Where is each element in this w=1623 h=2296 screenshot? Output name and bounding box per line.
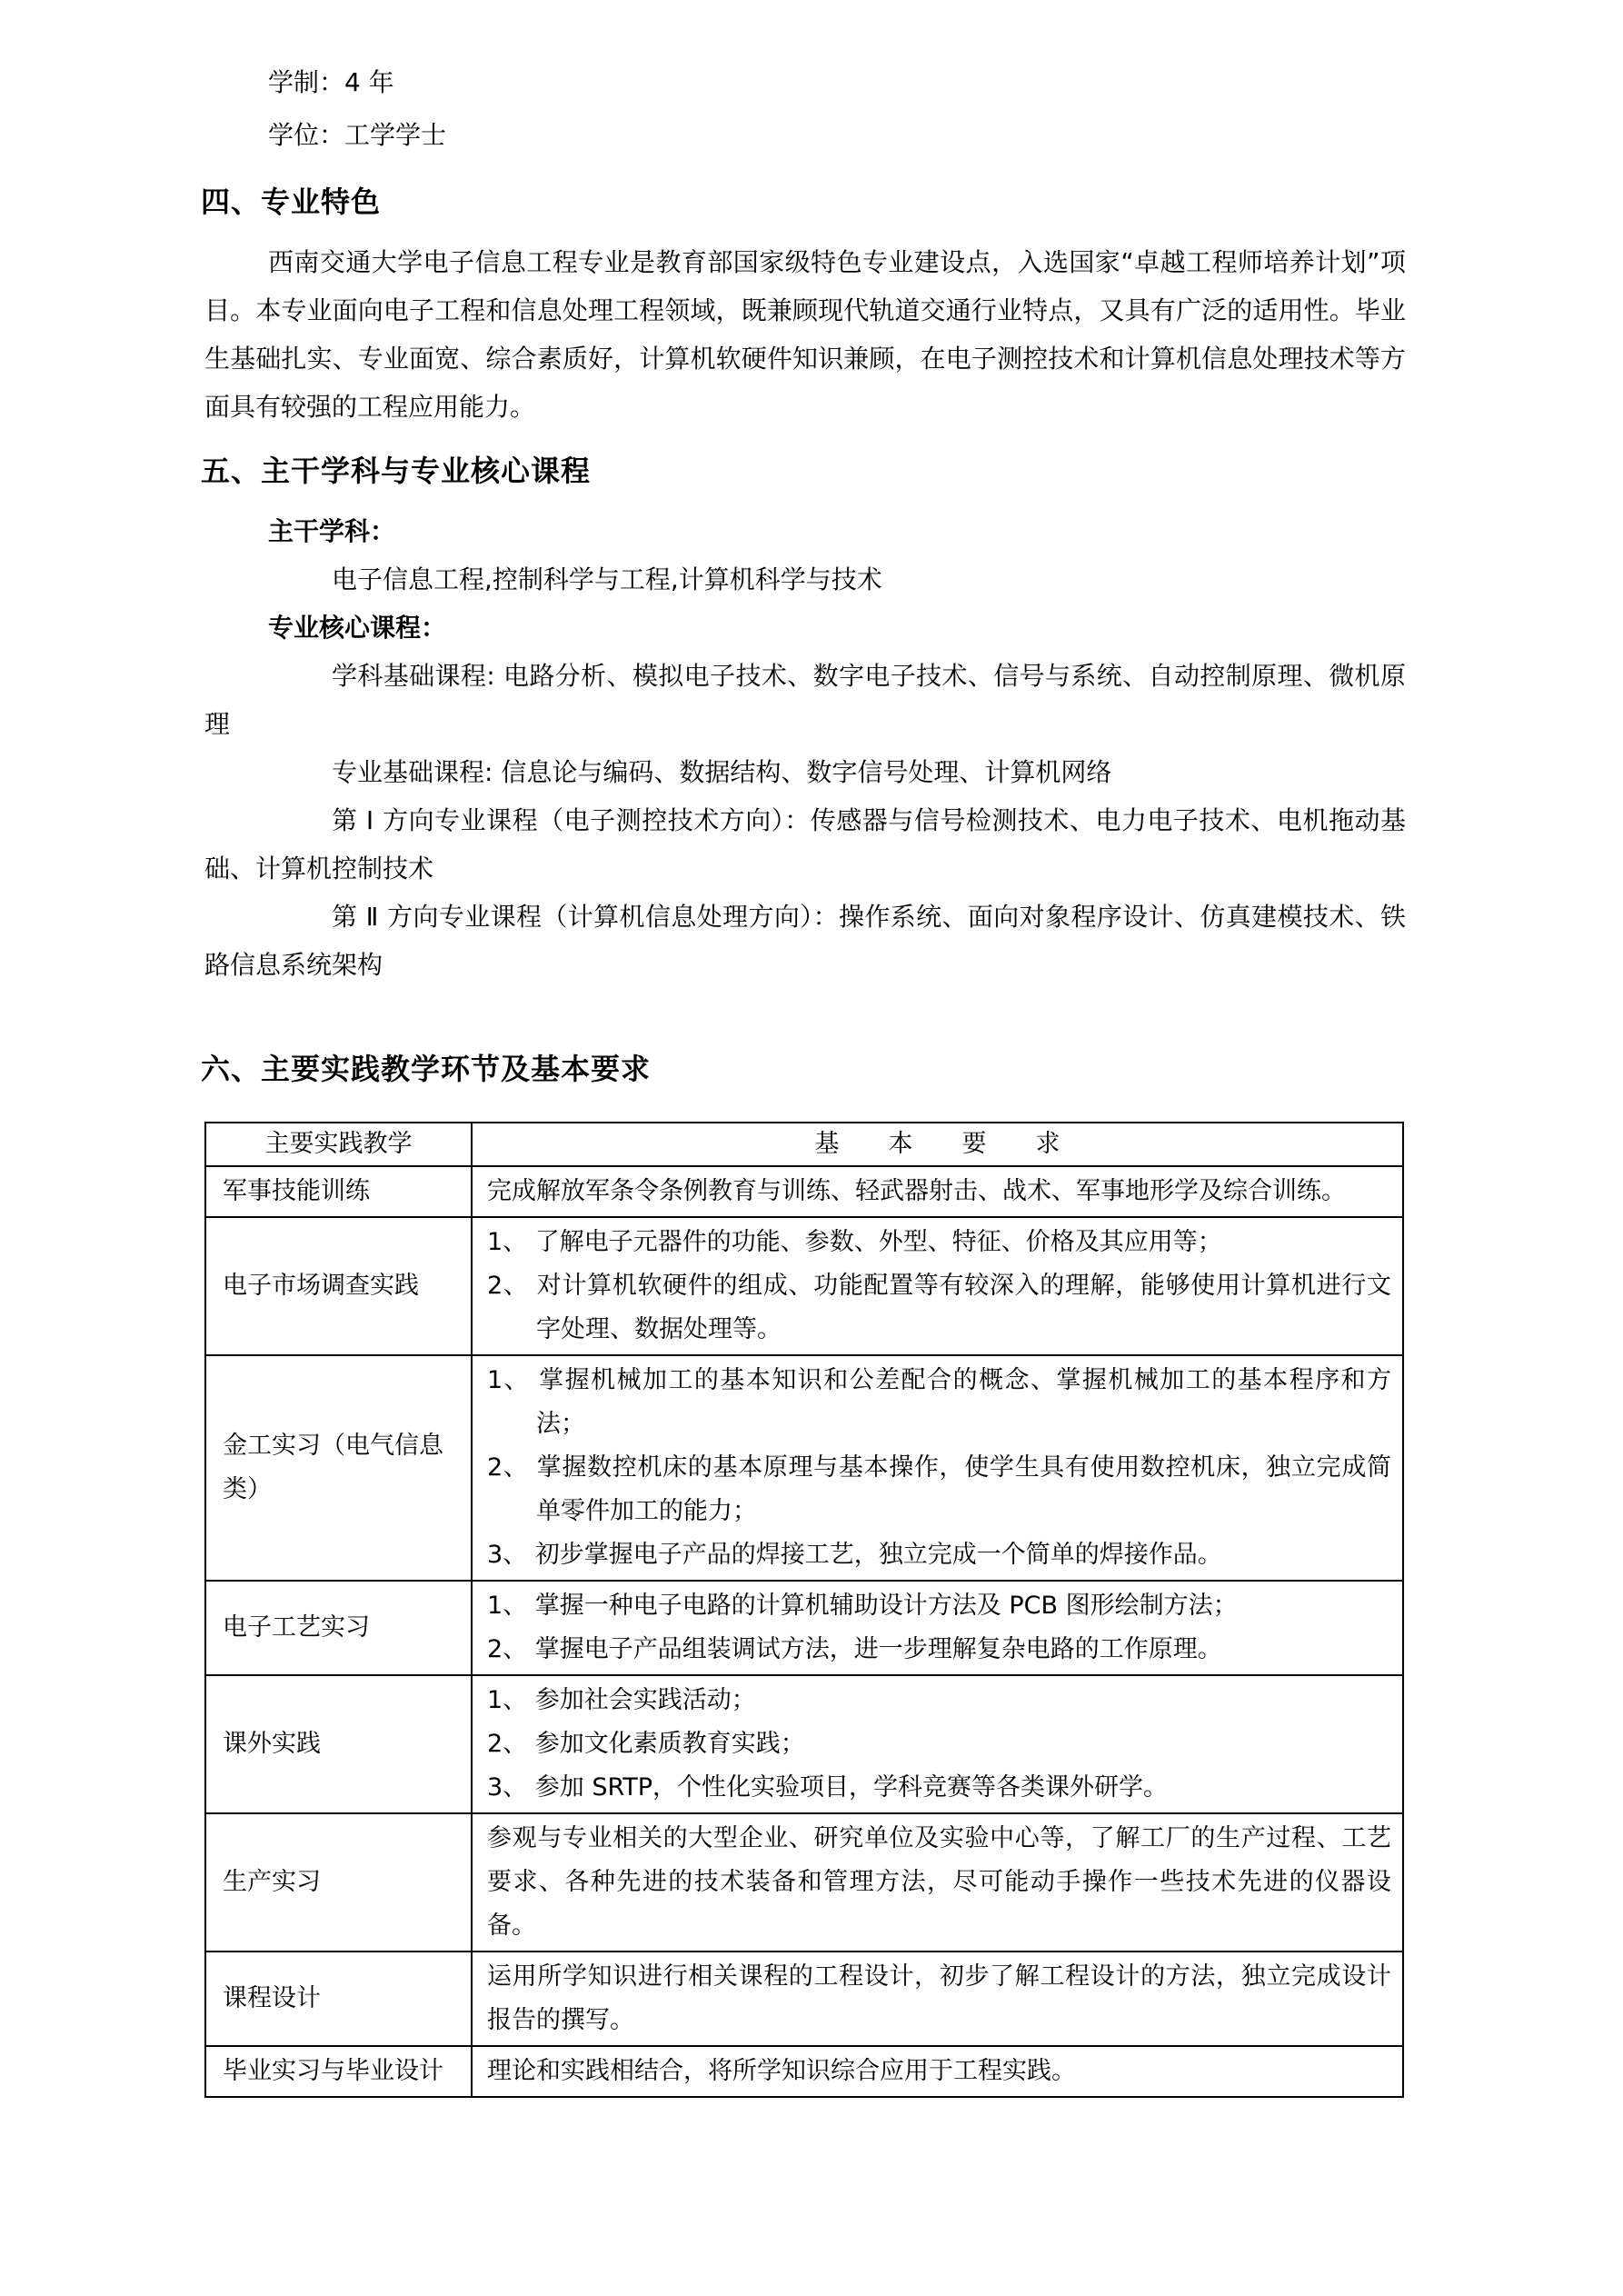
requirements-cell xyxy=(472,2046,1403,2097)
course-line-basic-major: 专业基础课程: 信息论与编码、数据结构、数字信号处理、计算机网络 xyxy=(332,757,1112,787)
practice-name-cell: 毕业实习与毕业设计 xyxy=(205,2046,472,2097)
table-row xyxy=(205,1813,1403,1952)
practice-name-cell: 电子工艺实习 xyxy=(205,1581,472,1675)
requirement-text: 运用所学知识进行相关课程的工程设计，初步了解工程设计的方法，独立完成设计报告的撰写。 xyxy=(487,1962,1391,2035)
practice-name-cell: 电子市场调查实践 xyxy=(205,1217,472,1355)
table-row xyxy=(205,1675,1403,1813)
requirement-text: 1、 了解电子元器件的功能、参数、外型、特征、价格及其应用等； xyxy=(487,1228,1222,1257)
table-row xyxy=(205,1952,1403,2046)
practice-name-cell: 金工实习（电气信息类） xyxy=(205,1355,472,1581)
requirement-text: 2、 掌握数控机床的基本原理与基本操作，使学生具有使用数控机床，独立完成简单零件加工的能力； xyxy=(487,1453,1391,1526)
table-row xyxy=(205,1355,1403,1581)
requirement-text: 2、 参加文化素质教育实践； xyxy=(487,1730,805,1759)
main-disciplines-label: 主干学科： xyxy=(268,516,396,546)
degree-line: 学位：工学学士 xyxy=(268,120,447,150)
document-content xyxy=(201,56,1406,2098)
requirement-text: 1、 掌握一种电子电路的计算机辅助设计方法及 PCB 图形绘制方法； xyxy=(487,1592,1238,1621)
header-practice-name: 主要实践教学 xyxy=(205,1123,472,1166)
requirement-text: 3、 参加 SRTP，个性化实验项目，学科竞赛等各类课外研学。 xyxy=(487,1773,1169,1802)
requirement-text: 完成解放军条令条例教育与训练、轻武器射击、战术、军事地形学及综合训练。 xyxy=(487,1177,1346,1206)
header-basic-requirements: 基 本 要 求 xyxy=(472,1123,1403,1166)
practice-name-cell: 课程设计 xyxy=(205,1952,472,2046)
practice-name-cell: 军事技能训练 xyxy=(205,1166,472,1217)
requirements-cell xyxy=(472,1166,1403,1217)
course-line-direction-2: 第 Ⅱ 方向专业课程（计算机信息处理方向）：操作系统、面向对象程序设计、仿真建模技术、铁路信息系统架构 xyxy=(204,902,1406,980)
main-disciplines-text: 电子信息工程,控制科学与工程,计算机科学与技术 xyxy=(332,564,882,594)
table-row xyxy=(205,1166,1403,1217)
practice-name-cell: 生产实习 xyxy=(205,1813,472,1952)
requirement-text: 参观与专业相关的大型企业、研究单位及实验中心等，了解工厂的生产过程、工艺要求、各种先进的技术装备和管理方法，尽可能动手操作一些技术先进的仪器设备。 xyxy=(487,1824,1391,1941)
requirement-text: 1、 参加社会实践活动； xyxy=(487,1686,756,1715)
table-header-row xyxy=(205,1123,1403,1166)
requirements-cell xyxy=(472,1581,1403,1675)
requirements-cell xyxy=(472,1217,1403,1355)
practice-teaching-table xyxy=(204,1122,1404,2098)
course-line-basic-discipline: 学科基础课程: 电路分析、模拟电子技术、数字电子技术、信号与系统、自动控制原理、微机原理 xyxy=(204,661,1406,739)
duration-line: 学制：4 年 xyxy=(268,67,394,97)
section-four-heading: 四、专业特色 xyxy=(201,185,382,219)
requirements-cell xyxy=(472,1813,1403,1952)
requirement-text: 2、 掌握电子产品组装调试方法，进一步理解复杂电路的工作原理。 xyxy=(487,1635,1222,1664)
section-six-heading: 六、主要实践教学环节及基本要求 xyxy=(201,1052,652,1086)
core-courses-label: 专业核心课程： xyxy=(268,613,447,643)
requirement-text: 1、 掌握机械加工的基本知识和公差配合的概念、掌握机械加工的基本程序和方法； xyxy=(487,1366,1391,1439)
table-row xyxy=(205,1581,1403,1675)
requirements-cell xyxy=(472,1355,1403,1581)
requirement-text: 理论和实践相结合，将所学知识综合应用于工程实践。 xyxy=(487,2057,1076,2086)
section-four-paragraph: 西南交通大学电子信息工程专业是教育部国家级特色专业建设点，入选国家“卓越工程师培养计划”项目。本专业面向电子工程和信息处理工程领域，既兼顾现代轨道交通行业特点，又具有广泛的适用性。毕业生基础扎实、专业面宽、综合素质好，计算机软硬件知识兼顾，在电子测控技术和计算机信息处理技术等方面具有较强的工程应用能力。 xyxy=(204,247,1406,422)
practice-name-cell: 课外实践 xyxy=(205,1675,472,1813)
table-row xyxy=(205,1217,1403,1355)
requirement-text: 3、 初步掌握电子产品的焊接工艺，独立完成一个简单的焊接作品。 xyxy=(487,1541,1222,1570)
requirement-text: 2、 对计算机软硬件的组成、功能配置等有较深入的理解，能够使用计算机进行文字处理、数据处理等。 xyxy=(487,1272,1391,1344)
table-row xyxy=(205,2046,1403,2097)
requirements-cell xyxy=(472,1675,1403,1813)
section-five-heading: 五、主干学科与专业核心课程 xyxy=(201,454,592,488)
course-line-direction-1: 第 Ⅰ 方向专业课程（电子测控技术方向）：传感器与信号检测技术、电力电子技术、电机拖动基础、计算机控制技术 xyxy=(204,805,1406,883)
requirements-cell xyxy=(472,1952,1403,2046)
